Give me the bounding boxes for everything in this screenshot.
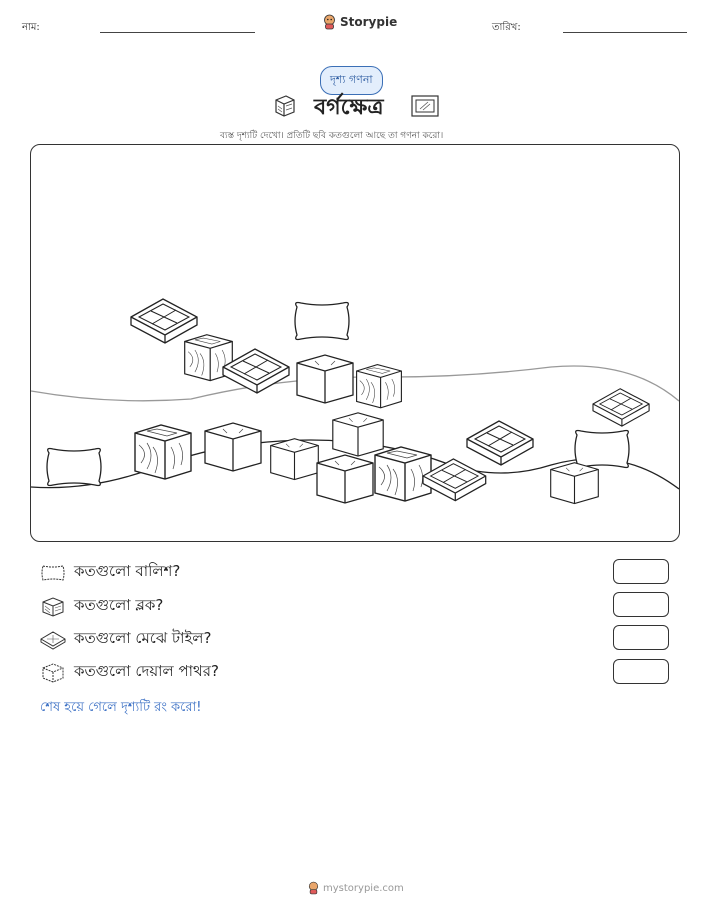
question-row <box>40 560 180 585</box>
counting-scene <box>30 144 680 542</box>
date-label: তারিখ: <box>492 22 521 33</box>
name-label: নাম: <box>22 22 40 33</box>
scene-tile <box>593 389 649 426</box>
scene-illustration <box>31 145 679 541</box>
block-icon <box>40 596 66 618</box>
question-text: কতগুলো ব্লক? <box>74 596 164 614</box>
date-line[interactable] <box>563 32 687 33</box>
scene-pillow <box>295 303 349 340</box>
mascot-icon <box>323 14 336 30</box>
scene-block <box>135 425 191 479</box>
scene-tile <box>423 459 486 501</box>
footer-site <box>308 881 404 895</box>
scene-stone <box>297 355 353 403</box>
question-row <box>40 594 163 619</box>
question-text: কতগুলো মেঝে টাইল? <box>74 629 212 647</box>
scene-stone <box>333 413 383 456</box>
scene-stone <box>317 455 373 503</box>
question-text: কতগুলো বালিশ? <box>74 562 181 580</box>
wall-stone-icon <box>40 662 66 684</box>
question-row <box>40 627 211 652</box>
scene-tile <box>131 299 197 343</box>
floor-tile-icon <box>40 629 66 651</box>
scene-pillow <box>575 431 629 468</box>
scene-stone <box>205 423 261 471</box>
answer-box[interactable] <box>613 592 669 617</box>
scene-tile <box>467 421 533 465</box>
pillow-icon <box>40 563 66 583</box>
scene-tile <box>223 349 289 393</box>
site-url[interactable]: mystorypie.com <box>323 882 404 894</box>
scene-pillow <box>47 449 101 486</box>
name-line[interactable] <box>100 32 255 33</box>
scene-stone <box>271 439 319 480</box>
instruction-text: ব্যস্ত দৃশ্যটি দেখো। প্রতিটি ছবি কতগুলো আছে তা গণনা করো। <box>220 131 444 141</box>
answer-box[interactable] <box>613 625 669 650</box>
frame-icon <box>410 93 440 119</box>
question-text: কতগুলো দেয়াল পাথর? <box>74 662 219 680</box>
mascot-icon <box>308 881 319 895</box>
scene-block <box>375 447 431 501</box>
page-title: বর্গক্ষেত্র <box>314 95 384 120</box>
answer-box[interactable] <box>613 559 669 584</box>
title-row <box>270 90 450 122</box>
brand-logo <box>323 14 397 30</box>
finish-note: শেষ হয়ে গেলে দৃশ্যটি রং করো! <box>40 700 202 715</box>
scene-block <box>357 365 402 408</box>
scene-stone <box>551 463 599 504</box>
activity-badge: দৃশ্য গণনা <box>320 66 383 95</box>
block-icon <box>270 92 298 120</box>
answer-box[interactable] <box>613 659 669 684</box>
question-row <box>40 660 219 685</box>
brand-name: Storypie <box>340 15 398 29</box>
